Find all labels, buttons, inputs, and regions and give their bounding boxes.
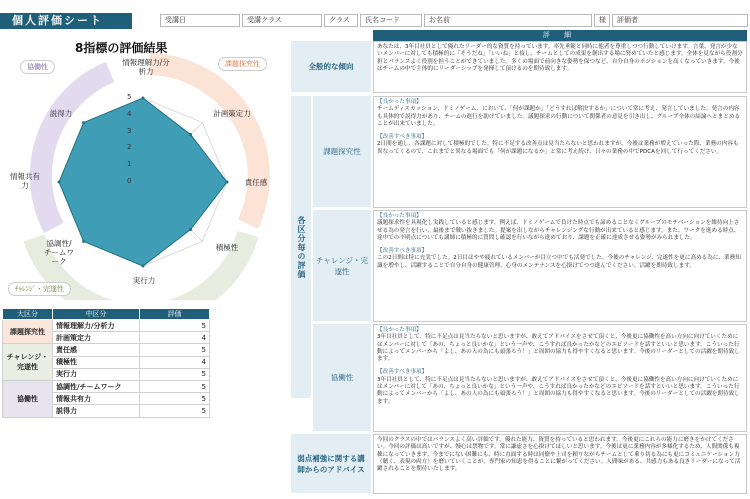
score-table [2,308,210,418]
field-evaluator[interactable]: 評価者 [612,14,748,27]
field-class-name[interactable]: 受講クラス [242,14,322,27]
header-score: 評価 [140,309,210,320]
improve-text: 2日間を通し、各課題に対して積極的でした。特に不足する改善点は見当たらないと思われますが、今後は業務が増えていった際、業務の内容も異なってくるので、これまでと異なる場面でも「何が課題になるか」と常に考え続け、日々の業務の中でPDCAを回して行ってください。 [377,141,739,155]
good-heading: 【良かった事項】 [377,99,422,105]
row-score: 5 [140,368,210,380]
section-label-challenge: チャレンジ・完遂性 [313,210,371,322]
header-minor: 中区分 [53,309,140,320]
radar-title: 8指標の評価結果 [75,41,168,55]
radar-axis-label: 責任感 [244,178,268,187]
row-label: 責任感 [53,344,140,356]
sheet-header [0,13,750,29]
score-table-header [3,309,210,320]
radar-point [226,181,229,184]
radar-panel [0,32,290,300]
table-row [3,380,210,392]
field-sama: 様 [594,14,610,27]
advice-label: 弱点補強に関する講師からのアドバイス [291,434,371,494]
group-collaboration: 協働性 [3,380,53,417]
field-name[interactable]: お名前 [424,14,592,27]
overall-text[interactable]: あなたは、3年目社員として優れたリーダー的な資質を持っています。率先垂範と同時に他者を尊重しつつ行動していけます。言葉、発言が少ないメンバーに対しても積極的に「そうだね」「いいね」と接し、チームとしての成果を創出する場に努めていたと感じます。全体を見ながら役割分担とバランスよく役割を担うことができていました。多くの場面で前向きな姿勢を保つなど、自分自身のポジションを高くなっていきます。今後はチームの中で主体的にリーダーシップを発揮して頂けるのを期待致します。 [373,41,747,93]
radar-point [142,97,145,100]
radar-tick-label: 3 [127,127,132,135]
field-class[interactable]: クラス [324,14,358,27]
radar-tick-label: 1 [127,160,132,168]
row-label: 積極性 [53,356,140,368]
good-text: チームディスカッション、ドミノゲーム、において、「何が課題か」「どうすれば解決するか」について常に考え、発言していました。発言の内容も具体的で説得力があり、チームの進行を助けていました。議題探求の行動について関係者の意見を引き出し、グループ全体の結論へとまとめることが出来ていました。 [377,106,741,127]
radar-tick-label: 2 [127,143,132,151]
improve-heading: 【改善すべき事項】 [377,369,428,376]
section-label-collaboration: 協働性 [313,324,371,432]
evaluation-header: 評 細 [373,30,747,41]
advice-text[interactable]: 今回のクラスの中ではバランスよく高い評価です。優れた能力、資質を持っていると思われます。今後更にこれらの能力に磨きをかけてください。今回の評価は高いですが、慢心は禁物です。常に謙虚さを心掛けてほしいと思います。今後は更に業務内容が多様化するため、人間関係も複雑になっていきます。今までにない困難にも、時に直面する時は同僚や上司を頼りながらチームとして乗り切る為にも更にコミュニケーション力（聴く、表現の両方）を磨いていくことが、専門家の知恵を得ることに繋がってください。人間味がある、共感力もある良きリーダーになって活躍されることを期待いたします。 [373,434,747,494]
table-row [3,320,210,332]
improve-heading: 【改善すべき事項】 [377,134,428,141]
header-major: 大区分 [3,309,53,320]
field-date[interactable]: 受講日 [160,14,240,27]
group-challenge: チャレンジ・完遂性 [3,344,53,381]
improve-heading: 【改善すべき事項】 [377,248,428,255]
radar-point [189,228,192,231]
category-label-collaboration: 協働性 [20,60,55,74]
good-heading: 【良かった事項】 [377,213,422,219]
good-heading: 【良かった事項】 [377,327,422,333]
radar-axis-label: 説得力 [49,109,73,118]
good-text: 3年目社員として、特に不足点は見当たらないと思いますが、敢えてアドバイスをさせて頂くと、今後更に協働性を高い方向に向けていくためにはメンバーに対して「あの、ちょっと良いかな」という一声や、こうすれば良かったかなどのエピソードを話すといいと思います。こういった行動によってメンバーから「よし、あの人の為にも頑張ろう！」と周囲の協力も得やすくなると思います。今後のリーダーとしての活躍を期待致します。 [377,334,740,363]
category-label-exploration: 課題探究性 [218,57,267,71]
category-label-challenge: ﾁｬﾚﾝｼﾞ・完遂性 [8,282,71,296]
row-score: 5 [140,320,210,332]
radar-point [82,121,85,124]
row-score: 5 [140,405,210,417]
radar-point [82,240,85,243]
radar-tick-label: 4 [127,110,132,118]
radar-axis-label: 情報共有力 [10,172,40,190]
radar-point [58,181,61,184]
radar-axis-label: 実行力 [132,276,156,285]
table-row [3,344,210,356]
radar-point [142,265,145,268]
row-score: 4 [140,332,210,344]
row-label: 協調性/チームワーク [53,380,140,392]
row-label: 情報理解力/分析力 [53,320,140,332]
radar-tick-label: 0 [127,177,132,185]
radar-axis-label: 情報理解力/分析力 [122,58,170,76]
row-label: 計画策定力 [53,332,140,344]
row-label: 実行力 [53,368,140,380]
row-score: 5 [140,344,210,356]
improve-text: 3年目社員として、特に不足点は見当たらないと思いますが、敢えてアドバイスをさせて頂くと、今後更に協働性を高い方向に向けていくためにはメンバーに対して「あの、ちょっと良いかな」という一声や、こうすれば良かったかなどのエピソードを話すといいと思います。こういった行動によってメンバーから「よし、あの人の為にも頑張ろう！」と周囲の協力も得やすくなると思います。今後のリーダーとしての活躍を期待致します。 [377,376,740,405]
group-exploration: 課題探究性 [3,320,53,344]
section-text-exploration[interactable] [373,96,747,208]
radar-tick-label: 5 [127,93,132,101]
section-label-exploration: 課題探究性 [313,96,371,208]
sheet-title: 個人評価シート [0,13,132,29]
radar-axis-label: 積極性 [215,243,239,252]
overall-label: 全般的な傾向 [291,41,371,93]
vertical-section-label: 各区分毎の評価 [291,96,311,398]
section-text-collaboration[interactable] [373,324,747,432]
improve-text: この2日間は特に充実でした。2日目はやや疲れているメンバーが目立つ中でも活発でした。今後のチャレンジ、完遂性を更に高める為に、業務知識を増やし、活躍することで自分自身の健康管理、心身のメンテナンスを心掛けてつつ進んでください。活躍を期待致します。 [377,255,741,269]
radar-axis-label: 計画策定力 [213,109,251,118]
field-code[interactable]: 氏名コード [360,14,422,27]
good-text: 議題探求性を具現化し実践していると感じます。例えば、ドミノゲームで負けた時点でも諦めることなくグループのモチベーションを維持向上させる為の発言を行い、最後まで戦い抜きました。提案を出しながらチャレンジングな行動が出来ていると感じます。また、ワークを進める時点、途中での不明点についても講師に積極的に質問し確認を行いながら進めており、課題を正確に達成させる姿勢がみられました。 [377,220,740,241]
row-score: 5 [140,393,210,405]
radar-axis-label: 協調性/チームワーク [44,239,74,266]
section-text-challenge[interactable] [373,210,747,322]
row-score: 4 [140,356,210,368]
radar-point [189,133,192,136]
row-score: 5 [140,380,210,392]
row-label: 説得力 [53,405,140,417]
row-label: 情報共有力 [53,393,140,405]
